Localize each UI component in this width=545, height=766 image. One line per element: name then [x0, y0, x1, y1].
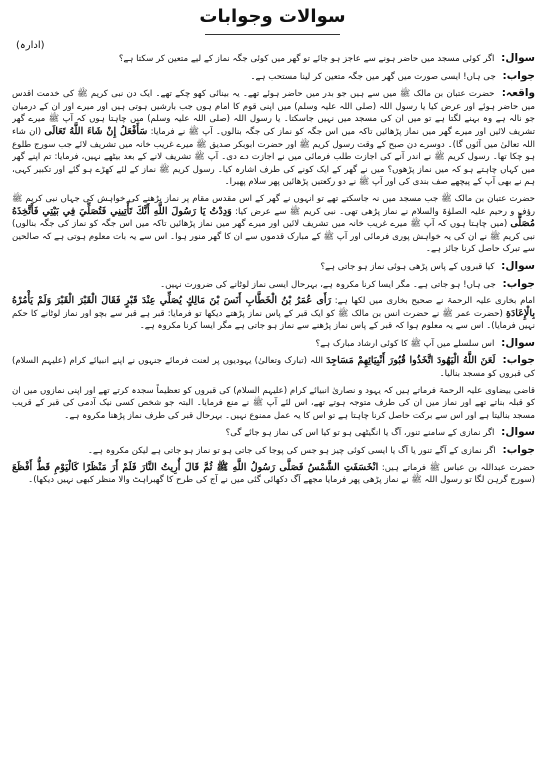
qa-text: اگر نمازی کے سامنے تنور، آگ یا انگیٹھی ہو تو کیا اس کی نماز ہو جائے گی؟ [225, 428, 495, 439]
qa-block [12, 70, 535, 84]
qa-block [12, 52, 535, 66]
qa-block [12, 426, 535, 440]
qa-label: جواب: [502, 444, 535, 457]
article-body [12, 52, 535, 762]
qa-label: سوال: [501, 259, 535, 272]
qa-block [12, 295, 535, 333]
arabic-quote: سَأَفْعَلُ إِنْ شَاءَ اللَّهُ تَعَالَى [44, 125, 148, 137]
qa-text: جی ہاں! ہو جاتی ہے۔ مگر ایسا کرنا مکروہ ہے، بہرحال ایسی نماز لوٹانے کی ضرورت نہیں۔ [160, 279, 496, 290]
qa-text: جی ہاں! ایسی صورت میں گھر میں جگہ متعین کر لینا مستحب ہے۔ [250, 71, 496, 82]
qa-block [12, 462, 535, 487]
qa-label: جواب: [502, 277, 535, 290]
qa-text: حضرت عتبان بن مالک ﷺ جب مسجد میں نہ جاسکتے تھے تو انہوں نے گھر کے اس مقدس مقام پر نماز پڑھنے کی خواہش کی جہاں نبی کریم ﷺ رؤف و رحیم علیہ الصلوٰۃ والسلام نے نماز پڑھی تھی۔ نبی کریم ﷺ سے عرض کیا: [12, 193, 535, 217]
qa-label: سوال: [501, 336, 535, 349]
qa-block [12, 278, 535, 292]
qa-text-continued: (سورج گرہن لگا تو رسول اللہ ﷺ نے نماز پڑھی پھر فرمایا مجھے آگ دکھائی گئی میں نے آج کی طرح کا گھبراہٹ والا منظر کبھی نہیں دیکھا)۔ [28, 475, 535, 486]
qa-label: سوال: [501, 426, 535, 439]
qa-text: امام بخاری علیہ الرحمۃ نے صحیح بخاری میں لکھا ہے: [334, 296, 535, 307]
qa-text-continued: اللہ (تبارک وتعالیٰ) یہودیوں پر لعنت فرمائے جنہوں نے اپنے انبیائے کرام (علیہم السلام) کی قبروں کو مسجد بنالیا۔ [12, 356, 535, 380]
qa-label: سوال: [501, 52, 535, 64]
arabic-quote: لَعَنَ اللَّهُ الْيَهُودَ اتَّخَذُوا قُبُورَ أَنْبِيَائِهِمْ مَسَاجِدَ [326, 355, 496, 367]
qa-block [12, 444, 535, 458]
qa-block [12, 193, 535, 256]
qa-text: قاضی بیضاوی علیہ الرحمۃ فرماتے ہیں کہ یہود و نصاریٰ انبیائے کرام (علیہم السلام) کی قبروں کو تعظیماً سجدہ کرتے تھے اور اپنی نمازوں میں ان کو قبلہ بناتے تھے اور نماز میں ان کی طرف متوجہ ہوتے تھے، اس لئے آپ ﷺ نے منع فرمایا۔ البتہ جو شخص کسی نیک آدمی کی قبر کے قریب مسجد بنالیتا ہے اور اس سے برکت حاصل کرنا چاہتا ہے تو اس کا یہ عمل ممنوع نہیں۔ بہرحال قبر کی طرف نماز پڑھنا مکروہ ہے۔ [12, 385, 535, 421]
qa-text-continued: (ان شاء اللہ تعالیٰ میں آئوں گا)۔ دوسرے دن صبح کے وقت رسول کریم ﷺ اور حضرت ابوبکر صدیق ﷺ میرے غریب خانہ میں تشریف لائے جب سورج طلوع ہو چکا تھا۔ رسول کریم ﷺ نے اندر آنے کی اجازت طلب فرمائی میں نے اجازت دے دی۔ آپ ﷺ تشریف لانے کے بعد بیٹھے نہیں، فرمایا: تم اپنے گھر میں کہاں چاہتے ہو کہ میں نماز پڑھوں؟ میں نے گھر کے ایک کونے کی طرف اشارہ کیا۔ رسول کریم ﷺ نماز کے لئے کھڑے ہو گئے اور تکبیر کہی، ہم نے بھی آپ کے پیچھے صف بندی کی اور آپ ﷺ نے دو رکعتیں پڑھائیں پھر سلام پھیرا۔ [12, 126, 535, 188]
qa-label: واقعہ: [501, 87, 535, 100]
qa-label: جواب: [502, 354, 535, 367]
qa-text-continued: (حضرت عمر ﷺ نے حضرت انس بن مالک ﷺ کو ایک قبر کے پاس نماز پڑھتے دیکھا تو فرمایا: قبر ہے قبر سے بچو اور نماز لوٹانے کا حکم نہیں فرمایا)۔ اس سے یہ معلوم ہوا کہ قبر کے پاس نماز پڑھنے سے نماز ہو جاتی ہے مگر ایسا کرنا مکروہ ہے۔ [12, 308, 535, 332]
qa-label: جواب: [502, 69, 535, 82]
qa-text: حضرت عبداللہ بن عباس ﷺ فرماتے ہیں: [381, 462, 535, 473]
qa-block [12, 354, 535, 380]
qa-text: اس سلسلے میں آپ ﷺ کا کوئی ارشاد مبارک ہے؟ [315, 338, 495, 349]
arabic-quote: رَأَى عُمَرُ بْنُ الْخَطَّابِ أَنَسَ بْنَ مَالِكٍ يُصَلِّي عِنْدَ قَبْرٍ فَقَالَ الْقَبْرَ الْقَبْرَ وَلَمْ يَأْمُرْهُ بِالْإِعَادَةِ [12, 295, 535, 319]
qa-text-continued: (میں چاہتا ہوں کہ آپ ﷺ میرے غریب خانہ میں تشریف لائیں اور میرے گھر میں نماز پڑھائیں تاکہ میں اس جگہ کو نماز کی جگہ بنالوں) نبی کریم ﷺ نے ان کی یہ خواہش پوری فرمائی اور آپ ﷺ کے مبارک قدموں سے ان کا گھر منور ہوا۔ اس سے یہ بات معلوم ہوتی ہے کہ صالحین سے تبرک حاصل کرنا جائز ہے۔ [12, 219, 535, 255]
qa-text: اگر کوئی مسجد میں حاضر ہونے سے عاجز ہو جائے تو گھر میں کوئی جگہ نماز کے لیے متعین کر سکتا ہے؟ [118, 54, 495, 64]
qa-block [12, 87, 535, 189]
byline: (ادارہ) [16, 40, 45, 51]
qa-block [12, 385, 535, 423]
qa-block [12, 260, 535, 274]
arabic-quote: وَدِدْتُ يَا رَسُولَ اللَّهِ أَنَّكَ تَأْتِينِي فَتُصَلِّيَ فِي بَيْتِي فَأَتَّخِذَهُ مُصَلًّى [12, 205, 535, 230]
title-underline [205, 34, 340, 35]
qa-text: کیا قبروں کے پاس پڑھی ہوئی نماز ہو جاتی ہے؟ [320, 261, 495, 272]
page-title: سوالات وجوابات [199, 6, 346, 27]
qa-text: حضرت عتبان بن مالک ﷺ میں سے ہیں جو بدر میں حاضر ہوئے تھے۔ یہ بینائی کھو چکے تھے۔ ایک دن نبی کریم ﷺ کی خدمت اقدس میں حاضر ہوئے اور عرض کیا یا رسول اللہ (صلی اللہ علیہ وسلم) میں اپنی قوم کا امام ہوں جب بارشیں ہوتی ہیں اور میرے اور ان کے درمیان جو نالہ ہے وہ بہنے لگتا ہے تو میں ان کی مسجد میں نہیں جاسکتا۔ یا رسول اللہ (صلی اللہ علیہ وسلم) میں چاہتا ہوں کہ آپ ﷺ میرے گھر تشریف لائیں اور میرے گھر میں نماز پڑھائیں تاکہ میں اس جگہ کو نماز کی جگہ بنالوں۔ آپ ﷺ نے فرمایا: [12, 89, 535, 137]
arabic-quote: انْخَسَفَتِ الشَّمْسُ فَصَلَّى رَسُولُ اللَّهِ ﷺ ثُمَّ قَالَ أُرِيتُ النَّارَ فَلَمْ أَرَ مَنْظَرًا كَالْيَوْمِ قَطُّ أَفْظَعَ [12, 461, 379, 473]
qa-text: اگر نمازی کے آگے تنور یا آگ یا ایسی کوئی چیز ہو جس کی پوجا کی جاتی ہو تو نماز ہو جاتی ہے لیکن مکروہ ہے۔ [87, 446, 496, 457]
qa-block [12, 337, 535, 351]
